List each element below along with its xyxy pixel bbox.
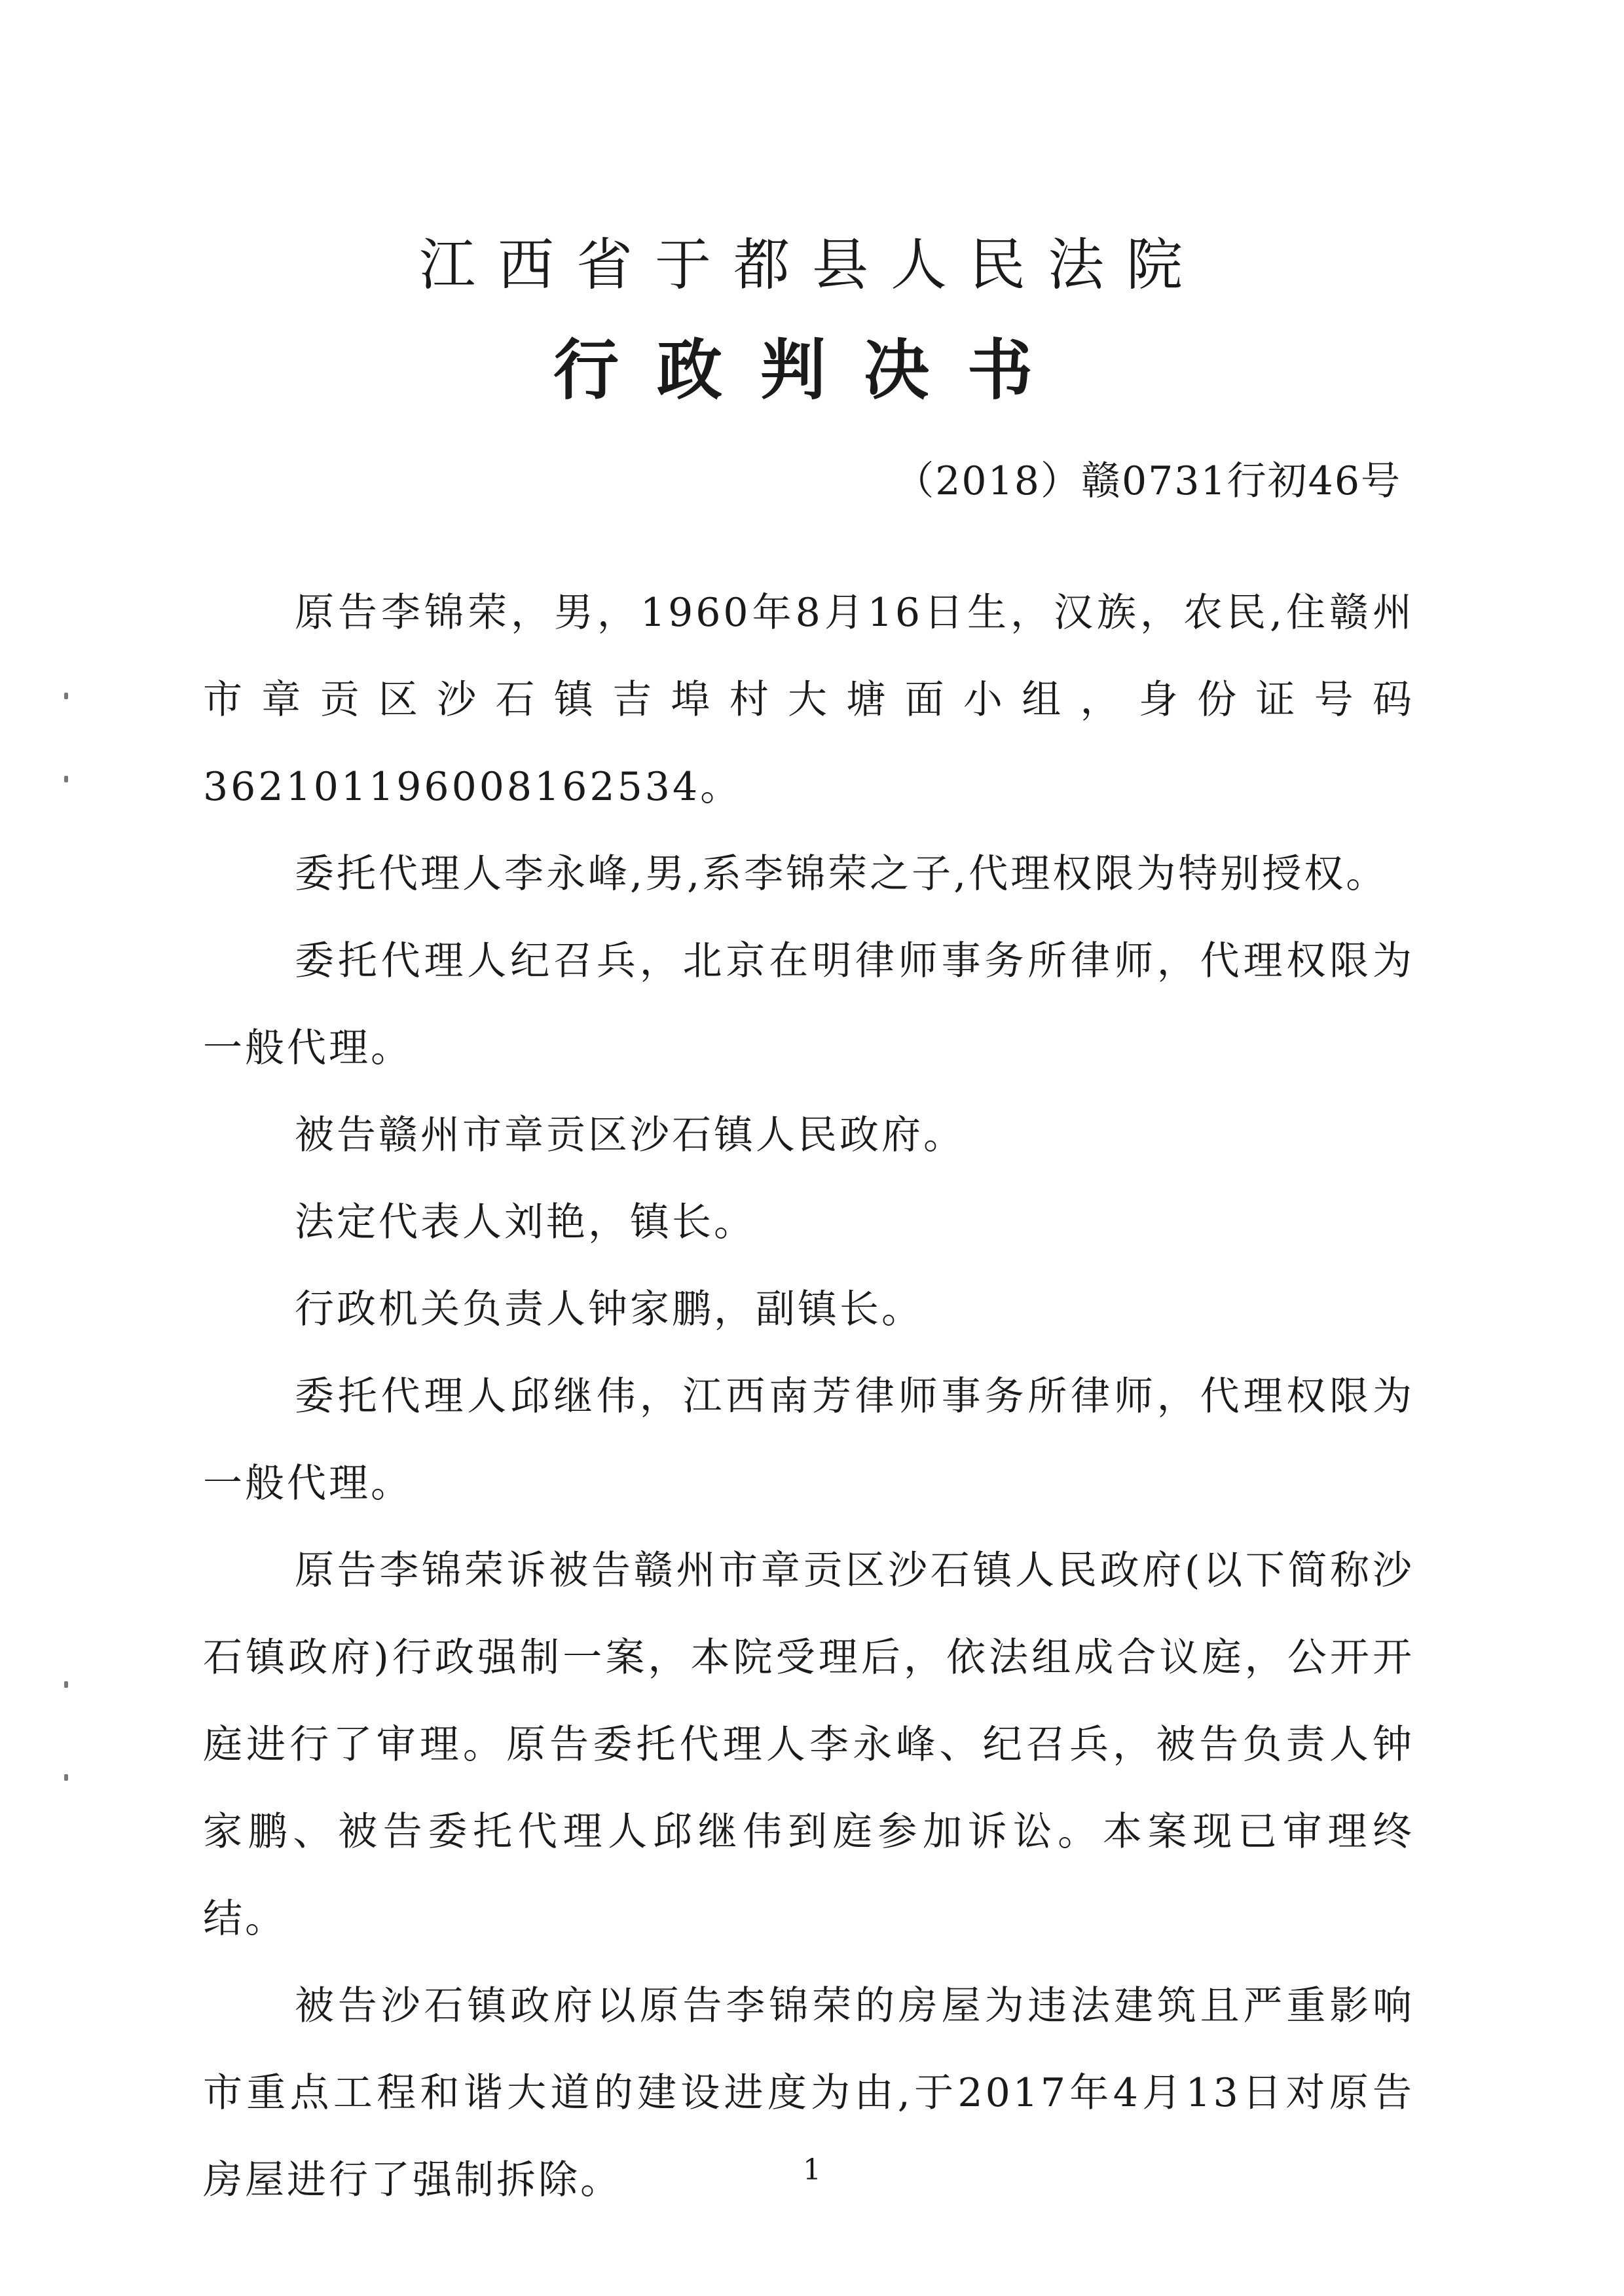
scan-mark <box>64 1681 68 1688</box>
paragraph-plaintiff: 原告李锦荣，男，1960年8月16日生，汉族，农民,住赣州市章贡区沙石镇吉埠村大塘面小组，身份证号码362101196008162534。 <box>203 590 1414 810</box>
paragraph-case-facts: 被告沙石镇政府以原告李锦荣的房屋为违法建筑且严重影响市重点工程和谐大道的建设进度为由,于2017年4月13日对原告房屋进行了强制拆除。 <box>203 1983 1414 2203</box>
document-title: 行政判决书 <box>553 331 1071 409</box>
paragraph-defendant: 被告赣州市章贡区沙石镇人民政府。 <box>295 1112 965 1158</box>
scan-mark <box>64 1774 68 1781</box>
paragraph-agency-head: 行政机关负责人钟家鹏，副镇长。 <box>295 1286 923 1332</box>
case-number: （2018）赣0731行初46号 <box>895 458 1401 504</box>
paragraph-plaintiff-agent-2: 委托代理人纪召兵，北京在明律师事务所律师，代理权限为一般代理。 <box>203 938 1414 1071</box>
paragraph-plaintiff-agent-1: 委托代理人李永峰,男,系李锦荣之子,代理权限为特别授权。 <box>295 851 1388 897</box>
paragraph-defendant-agent: 委托代理人邱继伟，江西南芳律师事务所律师，代理权限为一般代理。 <box>203 1374 1414 1506</box>
page-number: 1 <box>803 2153 821 2187</box>
court-name: 江西省于都县人民法院 <box>419 232 1205 298</box>
judgment-body <box>203 570 1414 2224</box>
paragraph-legal-representative: 法定代表人刘艳，镇长。 <box>295 1199 756 1245</box>
scan-mark <box>64 693 68 699</box>
paragraph-case-procedure: 原告李锦荣诉被告赣州市章贡区沙石镇人民政府(以下简称沙石镇政府)行政强制一案，本院受理后，依法组成合议庭，公开开庭进行了审理。原告委托代理人李永峰、纪召兵，被告负责人钟家鹏、被告委托代理人邱继伟到庭参加诉讼。本案现已审理终结。 <box>203 1548 1414 1942</box>
scan-mark <box>64 776 68 782</box>
